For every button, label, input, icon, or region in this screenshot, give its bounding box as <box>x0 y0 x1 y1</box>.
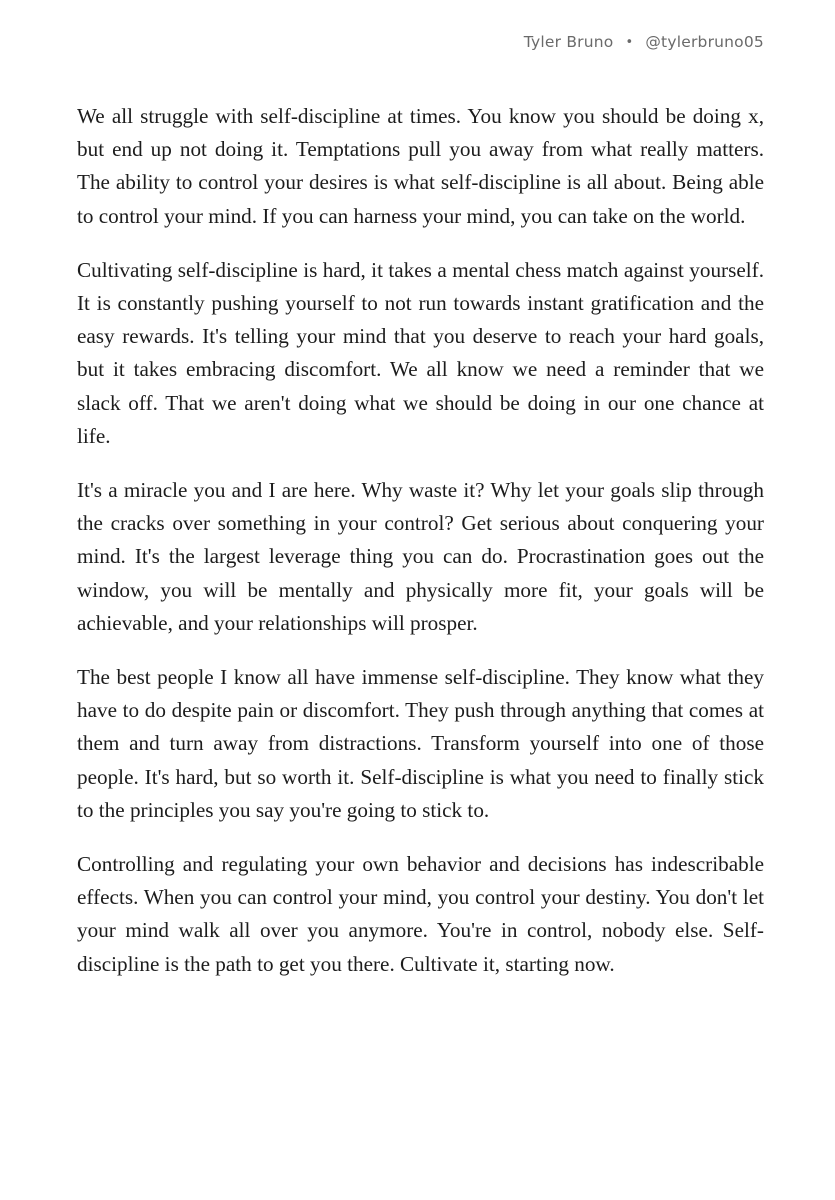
paragraph: It's a miracle you and I are here. Why waste it? Why let your goals slip through the cracks over something in your control? Get serious about conquering your mind. It's the largest leverage thing you can do. Procrastination goes out the window, you will be mentally and physically more fit, your goals will be achievable, and your relationships will prosper. <box>77 478 764 635</box>
paragraph: Controlling and regulating your own behavior and decisions has indescribable effects. When you can control your mind, you control your destiny. You don't let your mind walk all over you anymore. You're in control, nobody else. Self-discipline is the path to get you there. Cultivate it, starting now. <box>77 852 764 976</box>
paragraph: Cultivating self-discipline is hard, it takes a mental chess match against yourself. It is constantly pushing yourself to not run towards instant gratification and the easy rewards. It's telling your mind that you deserve to reach your hard goals, but it takes embracing discomfort. We all know we need a reminder that we slack off. That we aren't doing what we should be doing in our one chance at life. <box>77 257 764 448</box>
article-body <box>77 100 764 1002</box>
paragraph: We all struggle with self-discipline at times. You know you should be doing x, but end up not doing it. Temptations pull you away from what really matters. The ability to control your desires is what self-discipline is all about. Being able to control your mind. If you can harness your mind, you can take on the world. <box>77 104 764 228</box>
author-handle: @tylerbruno05 <box>645 33 764 51</box>
page-header <box>524 33 764 51</box>
author-name: Tyler Bruno <box>523 33 614 51</box>
separator-dot-icon: • <box>625 35 634 50</box>
paragraph: The best people I know all have immense self-discipline. They know what they have to do despite pain or discomfort. They push through anything that comes at them and turn away from distractions. Transform yourself into one of those people. It's hard, but so worth it. Self-discipline is what you need to finally stick to the principles you say you're going to stick to. <box>77 665 764 822</box>
